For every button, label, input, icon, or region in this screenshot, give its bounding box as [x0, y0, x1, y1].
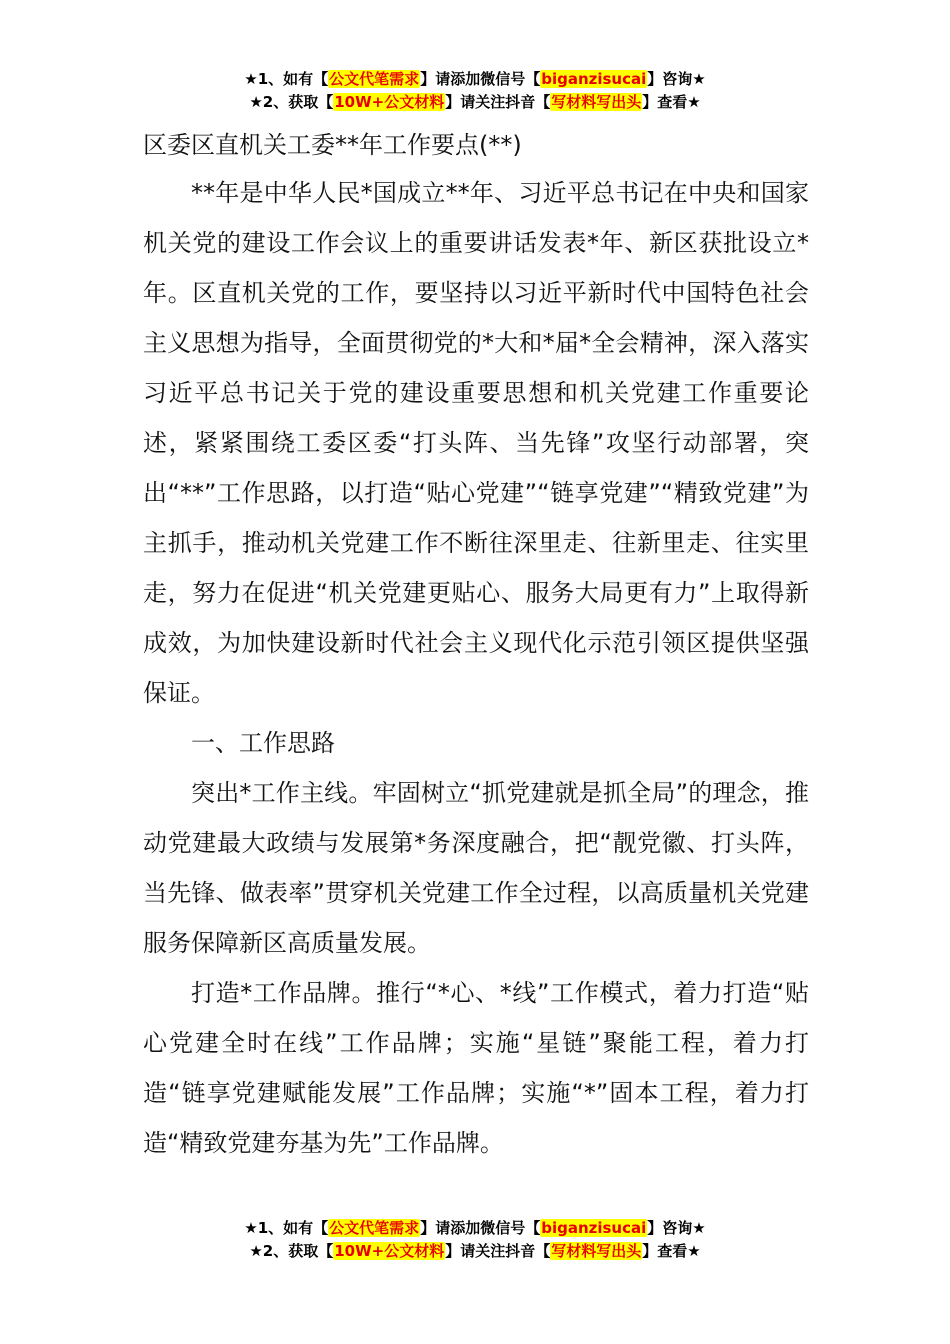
body-paragraph-1: 突出*工作主线。牢固树立“抓党建就是抓全局”的理念，推动党建最大政绩与发展第*务深度融合，把“靓党徽、打头阵，当先锋、做表率”贯穿机关党建工作全过程，以高质量机关党建服务保障新区高质量发展。: [143, 779, 809, 957]
promo-text: ★2、获取【: [249, 1242, 334, 1260]
document-body: [143, 122, 809, 1168]
promo-line-1: [0, 68, 950, 91]
promo-highlight-douyin: 写材料写出头: [551, 1242, 642, 1260]
promo-text: ★1、如有【: [244, 70, 329, 88]
intro-paragraph: **年是中华人民*国成立**年、习近平总书记在中央和国家机关党的建设工作会议上的重要讲话发表*年、新区获批设立*年。区直机关党的工作，要坚持以习近平新时代中国特色社会主义思想为指导，全面贯彻党的*大和*届*全会精神，深入落实习近平总书记关于党的建设重要思想和机关党建工作重要论述，紧紧围绕工委区委“打头阵、当先锋”攻坚行动部署，突出“**”工作思路，以打造“贴心党建”“链享党建”“精致党建”为主抓手，推动机关党建工作不断往深里走、往新里走、往实里走，努力在促进“机关党建更贴心、服务大局更有力”上取得新成效，为加快建设新时代社会主义现代化示范引领区提供坚强保证。: [143, 179, 809, 707]
document-title: 区委区直机关工委**年工作要点(**): [143, 131, 522, 159]
promo-text: 】咨询★: [647, 1219, 706, 1237]
promo-line-2: [0, 1240, 950, 1263]
promo-text: 】请添加微信号【: [420, 70, 541, 88]
section-heading: 一、工作思路: [191, 729, 335, 757]
top-promo-banner: [0, 68, 950, 114]
promo-text: 】查看★: [642, 1242, 701, 1260]
promo-text: 】请添加微信号【: [420, 1219, 541, 1237]
promo-highlight: 公文代笔需求: [329, 70, 420, 88]
promo-highlight: 10W+公文材料: [334, 1242, 445, 1260]
promo-highlight: 10W+公文材料: [334, 93, 445, 111]
promo-line-2: [0, 91, 950, 114]
promo-line-1: [0, 1217, 950, 1240]
promo-text: ★2、获取【: [249, 93, 334, 111]
promo-text: ★1、如有【: [244, 1219, 329, 1237]
promo-highlight: 公文代笔需求: [329, 1219, 420, 1237]
promo-highlight-wechat-id: biganzisucai: [541, 1219, 647, 1237]
promo-text: 】咨询★: [647, 70, 706, 88]
promo-highlight-douyin: 写材料写出头: [551, 93, 642, 111]
body-paragraph-2: 打造*工作品牌。推行“*心、*线”工作模式，着力打造“贴心党建全时在线”工作品牌；实施“星链”聚能工程，着力打造“链享党建赋能发展”工作品牌；实施“*”固本工程，着力打造“精致党建夯基为先”工作品牌。: [143, 979, 809, 1157]
promo-text: 】查看★: [642, 93, 701, 111]
bottom-promo-banner: [0, 1217, 950, 1263]
promo-text: 】请关注抖音【: [445, 1242, 551, 1260]
promo-highlight-wechat-id: biganzisucai: [541, 70, 647, 88]
promo-text: 】请关注抖音【: [445, 93, 551, 111]
